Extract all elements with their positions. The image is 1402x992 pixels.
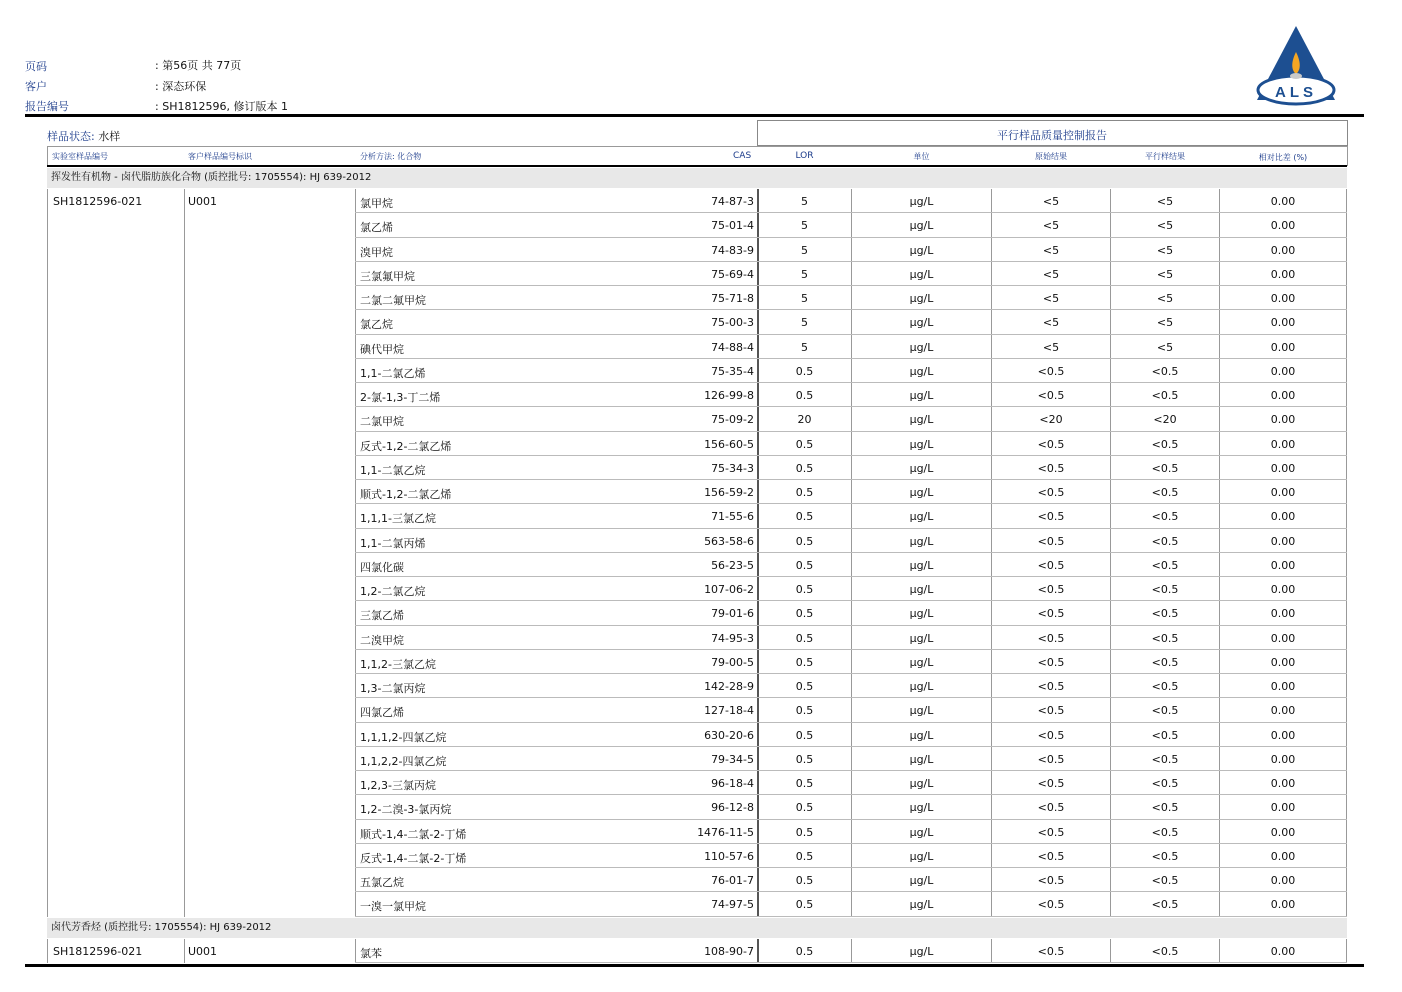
rpd-value: 0.00 — [1270, 389, 1296, 402]
unit-value: µg/L — [909, 655, 934, 669]
duplicate-result: <20 — [1153, 413, 1177, 427]
duplicate-result: <0.5 — [1151, 728, 1179, 742]
original-result: <0.5 — [1037, 704, 1065, 718]
rpd-value: 0.00 — [1270, 655, 1296, 669]
compound-name: 1,3-二氯丙烷 — [360, 682, 426, 695]
unit-value: µg/L — [909, 607, 934, 621]
cas-number: 108-90-7 — [704, 945, 754, 958]
lor-value: 0.5 — [795, 777, 814, 790]
original-result: <0.5 — [1037, 655, 1065, 669]
lor-value: 0.5 — [795, 607, 814, 621]
col-lor: LOR — [795, 151, 814, 161]
unit-value: µg/L — [909, 874, 934, 887]
row-divider — [355, 358, 1347, 359]
compound-name: 二氯甲烷 — [360, 415, 404, 429]
compound-name: 氯甲烷 — [360, 197, 393, 210]
row-divider — [355, 673, 1347, 674]
rpd-value: 0.00 — [1270, 340, 1296, 354]
cas-number: 75-09-2 — [711, 413, 754, 427]
unit-value: µg/L — [909, 461, 934, 475]
lor-value: 0.5 — [795, 461, 814, 475]
lor-value: 5 — [801, 267, 808, 281]
lor-value: 0.5 — [795, 364, 814, 378]
grid-line — [1346, 189, 1347, 917]
duplicate-result: <5 — [1156, 195, 1174, 208]
duplicate-result: <5 — [1156, 267, 1174, 281]
cas-number: 110-57-6 — [704, 849, 754, 863]
row-divider — [355, 722, 1347, 723]
grid-line — [47, 189, 48, 917]
rpd-value: 0.00 — [1270, 631, 1296, 645]
duplicate-result: <5 — [1156, 243, 1174, 257]
compound-name: 反式-1,2-二氯乙烯 — [360, 439, 452, 453]
cas-number: 75-34-3 — [711, 461, 754, 475]
original-result: <0.5 — [1037, 777, 1065, 790]
cas-number: 79-01-6 — [711, 607, 754, 621]
cas-number: 71-55-6 — [711, 510, 754, 524]
original-result: <0.5 — [1037, 607, 1065, 621]
row-divider — [355, 382, 1347, 383]
unit-value: µg/L — [909, 801, 934, 815]
compound-name: 碘代甲烷 — [360, 342, 404, 356]
client-value: 深态环保 — [162, 80, 207, 93]
col-original: 原始结果 — [1035, 152, 1067, 161]
original-result: <0.5 — [1037, 728, 1065, 742]
compound-name: 2-氯-1,3-丁二烯 — [360, 391, 441, 404]
original-result: <0.5 — [1037, 680, 1065, 693]
unit-value: µg/L — [909, 631, 934, 645]
compound-name: 氯苯 — [360, 947, 382, 960]
original-result: <0.5 — [1037, 389, 1065, 402]
duplicate-result: <5 — [1156, 340, 1174, 354]
unit-value: µg/L — [909, 558, 934, 572]
original-result: <0.5 — [1037, 510, 1065, 524]
original-result: <5 — [1042, 292, 1060, 305]
row-divider — [355, 552, 1347, 553]
rpd-value: 0.00 — [1270, 195, 1296, 208]
cas-number: 75-69-4 — [711, 267, 754, 281]
row-divider — [355, 237, 1347, 238]
compound-name: 四氯乙烯 — [360, 706, 404, 720]
lor-value: 0.5 — [795, 728, 814, 742]
duplicate-result: <0.5 — [1151, 874, 1179, 887]
duplicate-result: <0.5 — [1151, 849, 1179, 863]
section-halogenated-aromatic: 卤代芳香烃 (质控批号: 1705554): HJ 639-2012 — [47, 918, 1347, 938]
lor-value: 5 — [801, 219, 808, 233]
svg-text:ALS: ALS — [1275, 84, 1317, 101]
lor-value: 0.5 — [795, 704, 814, 718]
compound-name: 三氯乙烯 — [360, 609, 404, 623]
unit-value: µg/L — [909, 389, 934, 402]
compound-name: 二溴甲烷 — [360, 633, 404, 647]
compound-name: 一溴一氯甲烷 — [360, 900, 426, 914]
cas-number: 74-97-5 — [711, 898, 754, 912]
unit-value: µg/L — [909, 583, 934, 596]
duplicate-result: <0.5 — [1151, 898, 1179, 912]
row-divider — [355, 576, 1347, 577]
row-divider — [355, 867, 1347, 868]
cas-number: 79-00-5 — [711, 655, 754, 669]
rpd-value: 0.00 — [1270, 801, 1296, 815]
compound-name: 氯乙烯 — [360, 221, 393, 235]
duplicate-result: <0.5 — [1151, 801, 1179, 815]
lor-value: 0.5 — [795, 655, 814, 669]
compound-name: 1,1,1-三氯乙烷 — [360, 512, 436, 526]
duplicate-result: <0.5 — [1151, 631, 1179, 645]
sample-state-label: 样品状态: 水样 — [47, 130, 121, 143]
unit-value: µg/L — [909, 486, 934, 499]
grid-line — [47, 939, 48, 963]
col-method: 分析方法: 化合物 — [360, 152, 422, 161]
row-divider — [355, 962, 1347, 963]
row-divider — [355, 770, 1347, 771]
grid-line — [184, 939, 185, 963]
unit-value: µg/L — [909, 219, 934, 233]
unit-value: µg/L — [909, 680, 934, 693]
cas-number: 156-60-5 — [704, 437, 754, 451]
unit-value: µg/L — [909, 898, 934, 912]
duplicate-result: <0.5 — [1151, 558, 1179, 572]
cas-number: 107-06-2 — [704, 583, 754, 596]
row-divider — [355, 625, 1347, 626]
compound-name: 溴甲烷 — [360, 245, 393, 259]
cas-number: 96-18-4 — [711, 777, 754, 790]
compound-name: 1,1-二氯丙烯 — [360, 536, 426, 550]
original-result: <0.5 — [1037, 583, 1065, 596]
rpd-value: 0.00 — [1270, 316, 1296, 330]
original-result: <0.5 — [1037, 534, 1065, 548]
grid-line — [184, 189, 185, 917]
unit-value: µg/L — [909, 267, 934, 281]
duplicate-result: <0.5 — [1151, 945, 1179, 958]
row-divider — [355, 649, 1347, 650]
rpd-value: 0.00 — [1270, 704, 1296, 718]
rpd-value: 0.00 — [1270, 486, 1296, 499]
compound-name: 1,1-二氯乙烷 — [360, 463, 426, 477]
original-result: <5 — [1042, 195, 1060, 208]
duplicate-result: <0.5 — [1151, 680, 1179, 693]
lor-value: 0.5 — [795, 583, 814, 596]
cas-number: 75-01-4 — [711, 219, 754, 233]
lor-value: 5 — [801, 243, 808, 257]
original-result: <0.5 — [1037, 874, 1065, 887]
unit-value: µg/L — [909, 728, 934, 742]
compound-name: 1,2,3-三氯丙烷 — [360, 779, 436, 792]
rpd-value: 0.00 — [1270, 825, 1296, 839]
cas-number: 630-20-6 — [704, 728, 754, 742]
lor-value: 20 — [797, 413, 812, 427]
unit-value: µg/L — [909, 364, 934, 378]
section-halogenated-aliphatic: 挥发性有机物 - 卤代脂肪族化合物 (质控批号: 1705554): HJ 639-2012 — [47, 168, 1347, 188]
lor-value: 0.5 — [795, 898, 814, 912]
duplicate-result: <0.5 — [1151, 583, 1179, 596]
unit-value: µg/L — [909, 340, 934, 354]
rpd-value: 0.00 — [1270, 292, 1296, 305]
duplicate-result: <0.5 — [1151, 364, 1179, 378]
duplicate-result: <0.5 — [1151, 437, 1179, 451]
unit-value: µg/L — [909, 243, 934, 257]
compound-name: 1,2-二溴-3-氯丙烷 — [360, 803, 452, 817]
lor-value: 5 — [801, 195, 808, 208]
cas-number: 96-12-8 — [711, 801, 754, 815]
duplicate-result: <0.5 — [1151, 486, 1179, 499]
rpd-value: 0.00 — [1270, 267, 1296, 281]
lor-value: 0.5 — [795, 945, 814, 958]
row-divider — [355, 697, 1347, 698]
rpd-value: 0.00 — [1270, 461, 1296, 475]
col-unit: 单位 — [913, 152, 930, 161]
lor-value: 0.5 — [795, 752, 814, 766]
original-result: <0.5 — [1037, 825, 1065, 839]
lor-value: 0.5 — [795, 801, 814, 815]
cas-number: 79-34-5 — [711, 752, 754, 766]
duplicate-result: <0.5 — [1151, 825, 1179, 839]
original-result: <0.5 — [1037, 461, 1065, 475]
rpd-value: 0.00 — [1270, 583, 1296, 596]
lor-value: 5 — [801, 316, 808, 330]
lor-value: 0.5 — [795, 849, 814, 863]
original-result: <0.5 — [1037, 801, 1065, 815]
lor-value: 0.5 — [795, 389, 814, 402]
compound-name: 五氯乙烷 — [360, 876, 404, 889]
cas-number: 1476-11-5 — [697, 825, 754, 839]
colon: : — [155, 80, 159, 93]
compound-name: 三氯氟甲烷 — [360, 269, 415, 283]
report-number-value: SH1812596, 修订版本 1 — [162, 100, 288, 113]
page-value-row — [155, 57, 241, 73]
col-client-id: 客户样品编号标识 — [188, 152, 252, 161]
row-divider — [355, 916, 1347, 917]
compound-name: 反式-1,4-二氯-2-丁烯 — [360, 851, 467, 865]
row-divider — [355, 406, 1347, 407]
lor-value: 5 — [801, 340, 808, 354]
cas-number: 74-95-3 — [711, 631, 754, 645]
duplicate-result: <0.5 — [1151, 607, 1179, 621]
row-divider — [355, 479, 1347, 480]
rpd-value: 0.00 — [1270, 898, 1296, 912]
unit-value: µg/L — [909, 945, 934, 958]
lor-value: 0.5 — [795, 631, 814, 645]
rpd-value: 0.00 — [1270, 558, 1296, 572]
duplicate-result: <0.5 — [1151, 389, 1179, 402]
col-rpd: 相对比差 (%) — [1258, 153, 1308, 162]
unit-value: µg/L — [909, 510, 934, 524]
original-result: <0.5 — [1037, 631, 1065, 645]
cas-number: 75-35-4 — [711, 364, 754, 378]
row-divider — [355, 843, 1347, 844]
unit-value: µg/L — [909, 437, 934, 451]
lor-value: 0.5 — [795, 510, 814, 524]
lor-value: 0.5 — [795, 437, 814, 451]
row-divider — [355, 334, 1347, 335]
lab-sample-id: SH1812596-021 — [53, 195, 143, 208]
compound-name: 顺式-1,4-二氯-2-丁烯 — [360, 827, 467, 841]
lor-value: 0.5 — [795, 486, 814, 499]
cas-number: 156-59-2 — [704, 486, 754, 499]
row-divider — [355, 503, 1347, 504]
duplicate-result: <0.5 — [1151, 461, 1179, 475]
compound-name: 1,1,1,2-四氯乙烷 — [360, 730, 447, 744]
original-result: <5 — [1042, 316, 1060, 330]
col-lab-id: 实验室样品编号 — [52, 152, 108, 161]
unit-value: µg/L — [909, 413, 934, 427]
rpd-value: 0.00 — [1270, 364, 1296, 378]
header-rule — [25, 114, 1364, 117]
report-title: 平行样品质量控制报告 — [997, 129, 1107, 142]
page-value: 第56页 共 77页 — [162, 59, 242, 72]
original-result: <5 — [1042, 243, 1060, 257]
duplicate-result: <0.5 — [1151, 655, 1179, 669]
duplicate-result: <5 — [1156, 219, 1174, 233]
row-divider — [355, 528, 1347, 529]
compound-name: 1,1,2,2-四氯乙烷 — [360, 754, 447, 768]
rpd-value: 0.00 — [1270, 874, 1296, 887]
cas-number: 142-28-9 — [704, 680, 754, 693]
rpd-value: 0.00 — [1270, 437, 1296, 451]
page-label: 页码 — [25, 60, 47, 73]
original-result: <0.5 — [1037, 364, 1065, 378]
original-result: <20 — [1039, 413, 1063, 427]
client-sample-id: U001 — [188, 195, 218, 208]
client-label: 客户 — [25, 80, 47, 93]
original-result: <0.5 — [1037, 945, 1065, 958]
compound-name: 氯乙烷 — [360, 318, 393, 332]
grid-line — [355, 939, 356, 963]
row-divider — [355, 891, 1347, 892]
client-sample-id: U001 — [188, 945, 218, 958]
rpd-value: 0.00 — [1270, 752, 1296, 766]
lor-value: 0.5 — [795, 874, 814, 887]
duplicate-result: <5 — [1156, 316, 1174, 330]
cas-number: 126-99-8 — [704, 389, 754, 402]
original-result: <5 — [1042, 267, 1060, 281]
original-result: <0.5 — [1037, 486, 1065, 499]
original-result: <0.5 — [1037, 849, 1065, 863]
unit-value: µg/L — [909, 316, 934, 330]
cas-number: 74-88-4 — [711, 340, 754, 354]
lor-value: 0.5 — [795, 534, 814, 548]
col-cas: CAS — [733, 151, 752, 161]
cas-number: 563-58-6 — [704, 534, 754, 548]
rpd-value: 0.00 — [1270, 728, 1296, 742]
compound-name: 顺式-1,2-二氯乙烯 — [360, 488, 452, 501]
row-divider — [355, 431, 1347, 432]
compound-name: 四氯化碳 — [360, 560, 404, 574]
unit-value: µg/L — [909, 825, 934, 839]
rpd-value: 0.00 — [1270, 849, 1296, 863]
cas-number: 56-23-5 — [711, 558, 754, 572]
als-logo — [1253, 24, 1339, 108]
row-divider — [355, 309, 1347, 310]
colon: : — [155, 59, 159, 72]
rpd-value: 0.00 — [1270, 413, 1296, 427]
rpd-value: 0.00 — [1270, 945, 1296, 958]
unit-value: µg/L — [909, 752, 934, 766]
duplicate-result: <5 — [1156, 292, 1174, 305]
cas-number: 74-87-3 — [711, 195, 754, 208]
duplicate-result: <0.5 — [1151, 704, 1179, 718]
rpd-value: 0.00 — [1270, 534, 1296, 548]
cas-number: 76-01-7 — [711, 874, 754, 887]
original-result: <0.5 — [1037, 752, 1065, 766]
row-divider — [355, 261, 1347, 262]
rpd-value: 0.00 — [1270, 510, 1296, 524]
rpd-value: 0.00 — [1270, 777, 1296, 790]
unit-value: µg/L — [909, 849, 934, 863]
duplicate-result: <0.5 — [1151, 510, 1179, 524]
duplicate-result: <0.5 — [1151, 777, 1179, 790]
original-result: <0.5 — [1037, 558, 1065, 572]
lor-value: 0.5 — [795, 680, 814, 693]
lab-sample-id: SH1812596-021 — [53, 945, 143, 958]
cas-number: 127-18-4 — [704, 704, 754, 718]
compound-name: 1,2-二氯乙烷 — [360, 585, 426, 598]
report-value-row — [155, 98, 288, 114]
client-value-row — [155, 78, 206, 94]
grid-line — [355, 189, 356, 917]
row-divider — [355, 819, 1347, 820]
lor-value: 0.5 — [795, 558, 814, 572]
duplicate-result: <0.5 — [1151, 534, 1179, 548]
unit-value: µg/L — [909, 777, 934, 790]
sample-state-value: 水样 — [98, 130, 121, 143]
rpd-value: 0.00 — [1270, 219, 1296, 233]
row-divider — [355, 746, 1347, 747]
header-underline — [47, 165, 1347, 167]
rpd-value: 0.00 — [1270, 243, 1296, 257]
report-number-label: 报告编号 — [25, 100, 69, 113]
unit-value: µg/L — [909, 704, 934, 718]
cas-number: 74-83-9 — [711, 243, 754, 257]
row-divider — [355, 285, 1347, 286]
original-result: <5 — [1042, 340, 1060, 354]
lor-value: 0.5 — [795, 825, 814, 839]
lor-value: 5 — [801, 292, 808, 305]
colon: : — [155, 100, 159, 113]
original-result: <0.5 — [1037, 437, 1065, 451]
grid-line — [1346, 939, 1347, 963]
cas-number: 75-71-8 — [711, 292, 754, 305]
compound-name: 1,1,2-三氯乙烷 — [360, 657, 436, 671]
row-divider — [355, 455, 1347, 456]
rpd-value: 0.00 — [1270, 680, 1296, 693]
compound-name: 二氯二氟甲烷 — [360, 294, 426, 307]
row-divider — [355, 212, 1347, 213]
unit-value: µg/L — [909, 292, 934, 305]
rpd-value: 0.00 — [1270, 607, 1296, 621]
row-divider — [355, 794, 1347, 795]
col-duplicate: 平行样结果 — [1145, 152, 1185, 161]
unit-value: µg/L — [909, 195, 934, 208]
compound-name: 1,1-二氯乙烯 — [360, 366, 426, 380]
row-divider — [355, 600, 1347, 601]
unit-value: µg/L — [909, 534, 934, 548]
original-result: <5 — [1042, 219, 1060, 233]
original-result: <0.5 — [1037, 898, 1065, 912]
footer-rule — [25, 964, 1364, 967]
cas-number: 75-00-3 — [711, 316, 754, 330]
duplicate-result: <0.5 — [1151, 752, 1179, 766]
